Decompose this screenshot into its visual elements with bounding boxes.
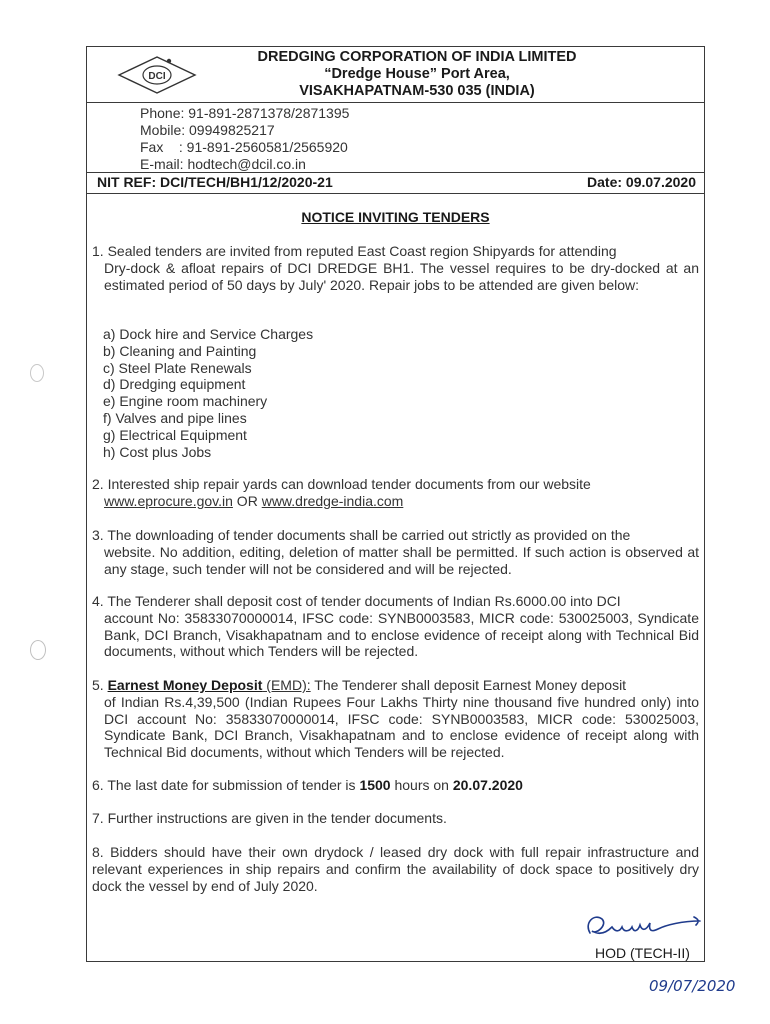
notice-title: NOTICE INVITING TENDERS xyxy=(301,209,490,225)
paragraph-8: 8. Bidders should have their own drydock / leased dry dock with full repair infrastructure and relevant experiences in ship repairs and confirm the availability of dock space to positively dry dock the vessel by end of July 2020. xyxy=(92,844,699,894)
repair-jobs-list xyxy=(103,326,313,460)
paragraph-3 xyxy=(92,527,699,577)
svg-text:09/07/2020: 09/07/2020 xyxy=(649,977,736,995)
emd-heading: Earnest Money Deposit xyxy=(107,677,263,693)
paragraph-1-rest: Dry-dock & afloat repairs of DCI DREDGE BH1. The vessel requires to be dry-docked at an estimated period of 50 days by July' 2020. Repair jobs to be attended are given below: xyxy=(104,259,699,293)
mobile: Mobile: 09949825217 xyxy=(140,122,275,138)
letterhead-text xyxy=(207,49,627,100)
list-item: c) Steel Plate Renewals xyxy=(103,359,252,376)
divider xyxy=(87,193,704,194)
address-line1: “Dredge House” Port Area, xyxy=(324,66,510,82)
paragraph-4 xyxy=(92,593,699,660)
fax: Fax : 91-891-2560581/2565920 xyxy=(140,139,348,155)
letterhead xyxy=(87,47,704,102)
notice-date: Date: 09.07.2020 xyxy=(587,174,696,190)
list-item: e) Engine room machinery xyxy=(103,393,268,410)
handwritten-date xyxy=(647,972,759,998)
paragraph-4-rest: account No: 35833070000014, IFSC code: SYNB0003583, MICR code: 530025003, Syndicate Bank, DCI Branch, Visakhapatnam and to enclose evidence of receipt along with Technical Bid documents, without which Tenders will be rejected. xyxy=(104,609,699,660)
list-item: b) Cleaning and Painting xyxy=(103,342,257,359)
margin-mark xyxy=(30,364,44,382)
paragraph-7: 7. Further instructions are given in the tender documents. xyxy=(92,810,447,826)
paragraph-5-first: The Tenderer shall deposit Earnest Money deposit xyxy=(310,677,627,693)
emd-heading-suffix: (EMD): xyxy=(262,677,311,693)
paragraph-5 xyxy=(92,677,699,761)
paragraph-3-first: 3. The downloading of tender documents shall be carried out strictly as provided on the xyxy=(92,527,631,543)
org-name: DREDGING CORPORATION OF INDIA LIMITED xyxy=(257,49,577,65)
phone: Phone: 91-891-2871378/2871395 xyxy=(140,105,350,121)
list-item: f) Valves and pipe lines xyxy=(103,409,247,426)
paragraph-5-rest: of Indian Rs.4,39,500 (Indian Rupees Four Lakhs Thirty nine thousand five hundred only) into DCI account No: 35833070000014, IFSC code: SYNB0003583, MICR code: 530025003, Syndicate Bank, DCI Branch, Visakhapatnam and to enclose evidence of receipt along with Technical Bid documents, without which Tenders will be rejected. xyxy=(104,693,699,761)
divider xyxy=(87,102,704,103)
contact-block xyxy=(140,105,349,173)
dredge-india-link[interactable]: www.dredge-india.com xyxy=(261,492,404,509)
list-item: a) Dock hire and Service Charges xyxy=(103,326,314,342)
paragraph-2 xyxy=(92,476,699,510)
deadline-time: 1500 xyxy=(359,777,391,793)
signatory-title: HOD (TECH-II) xyxy=(595,945,690,961)
nit-reference: NIT REF: DCI/TECH/BH1/12/2020-21 xyxy=(97,174,333,190)
paragraph-4-first: 4. The Tenderer shall deposit cost of tender documents of Indian Rs.6000.00 into DCI xyxy=(92,593,621,609)
paragraph-2-text: 2. Interested ship repair yards can download tender documents from our website xyxy=(92,476,591,492)
paragraph-1 xyxy=(92,243,699,293)
paragraph-6-text: 6. The last date for submission of tender is xyxy=(92,777,360,793)
list-item: d) Dredging equipment xyxy=(103,376,246,393)
paragraph-6 xyxy=(92,777,699,794)
svg-text:DCI: DCI xyxy=(148,71,166,82)
divider xyxy=(87,172,704,173)
signature xyxy=(582,909,712,945)
paragraph-2-links xyxy=(92,493,699,510)
deadline-date: 20.07.2020 xyxy=(452,777,523,793)
paragraph-3-rest: website. No addition, editing, deletion of matter shall be permitted. If such action is observed at any stage, such tender will not be considered and will be rejected. xyxy=(104,543,699,577)
margin-mark xyxy=(30,640,46,660)
paragraph-6-mid: hours on xyxy=(390,777,453,793)
paragraph-1-first: 1. Sealed tenders are invited from reputed East Coast region Shipyards for attending xyxy=(92,243,617,259)
list-item: g) Electrical Equipment xyxy=(103,426,247,443)
address-line2: VISAKHAPATNAM-530 035 (INDIA) xyxy=(299,83,535,99)
dci-logo-icon xyxy=(117,55,197,95)
link-separator: OR xyxy=(232,492,262,509)
email: E-mail: hodtech@dcil.co.in xyxy=(140,156,306,172)
notice-frame xyxy=(86,46,705,962)
list-item: h) Cost plus Jobs xyxy=(103,443,212,460)
eprocure-link[interactable]: www.eprocure.gov.in xyxy=(104,492,233,509)
paragraph-5-num: 5. xyxy=(92,677,108,693)
